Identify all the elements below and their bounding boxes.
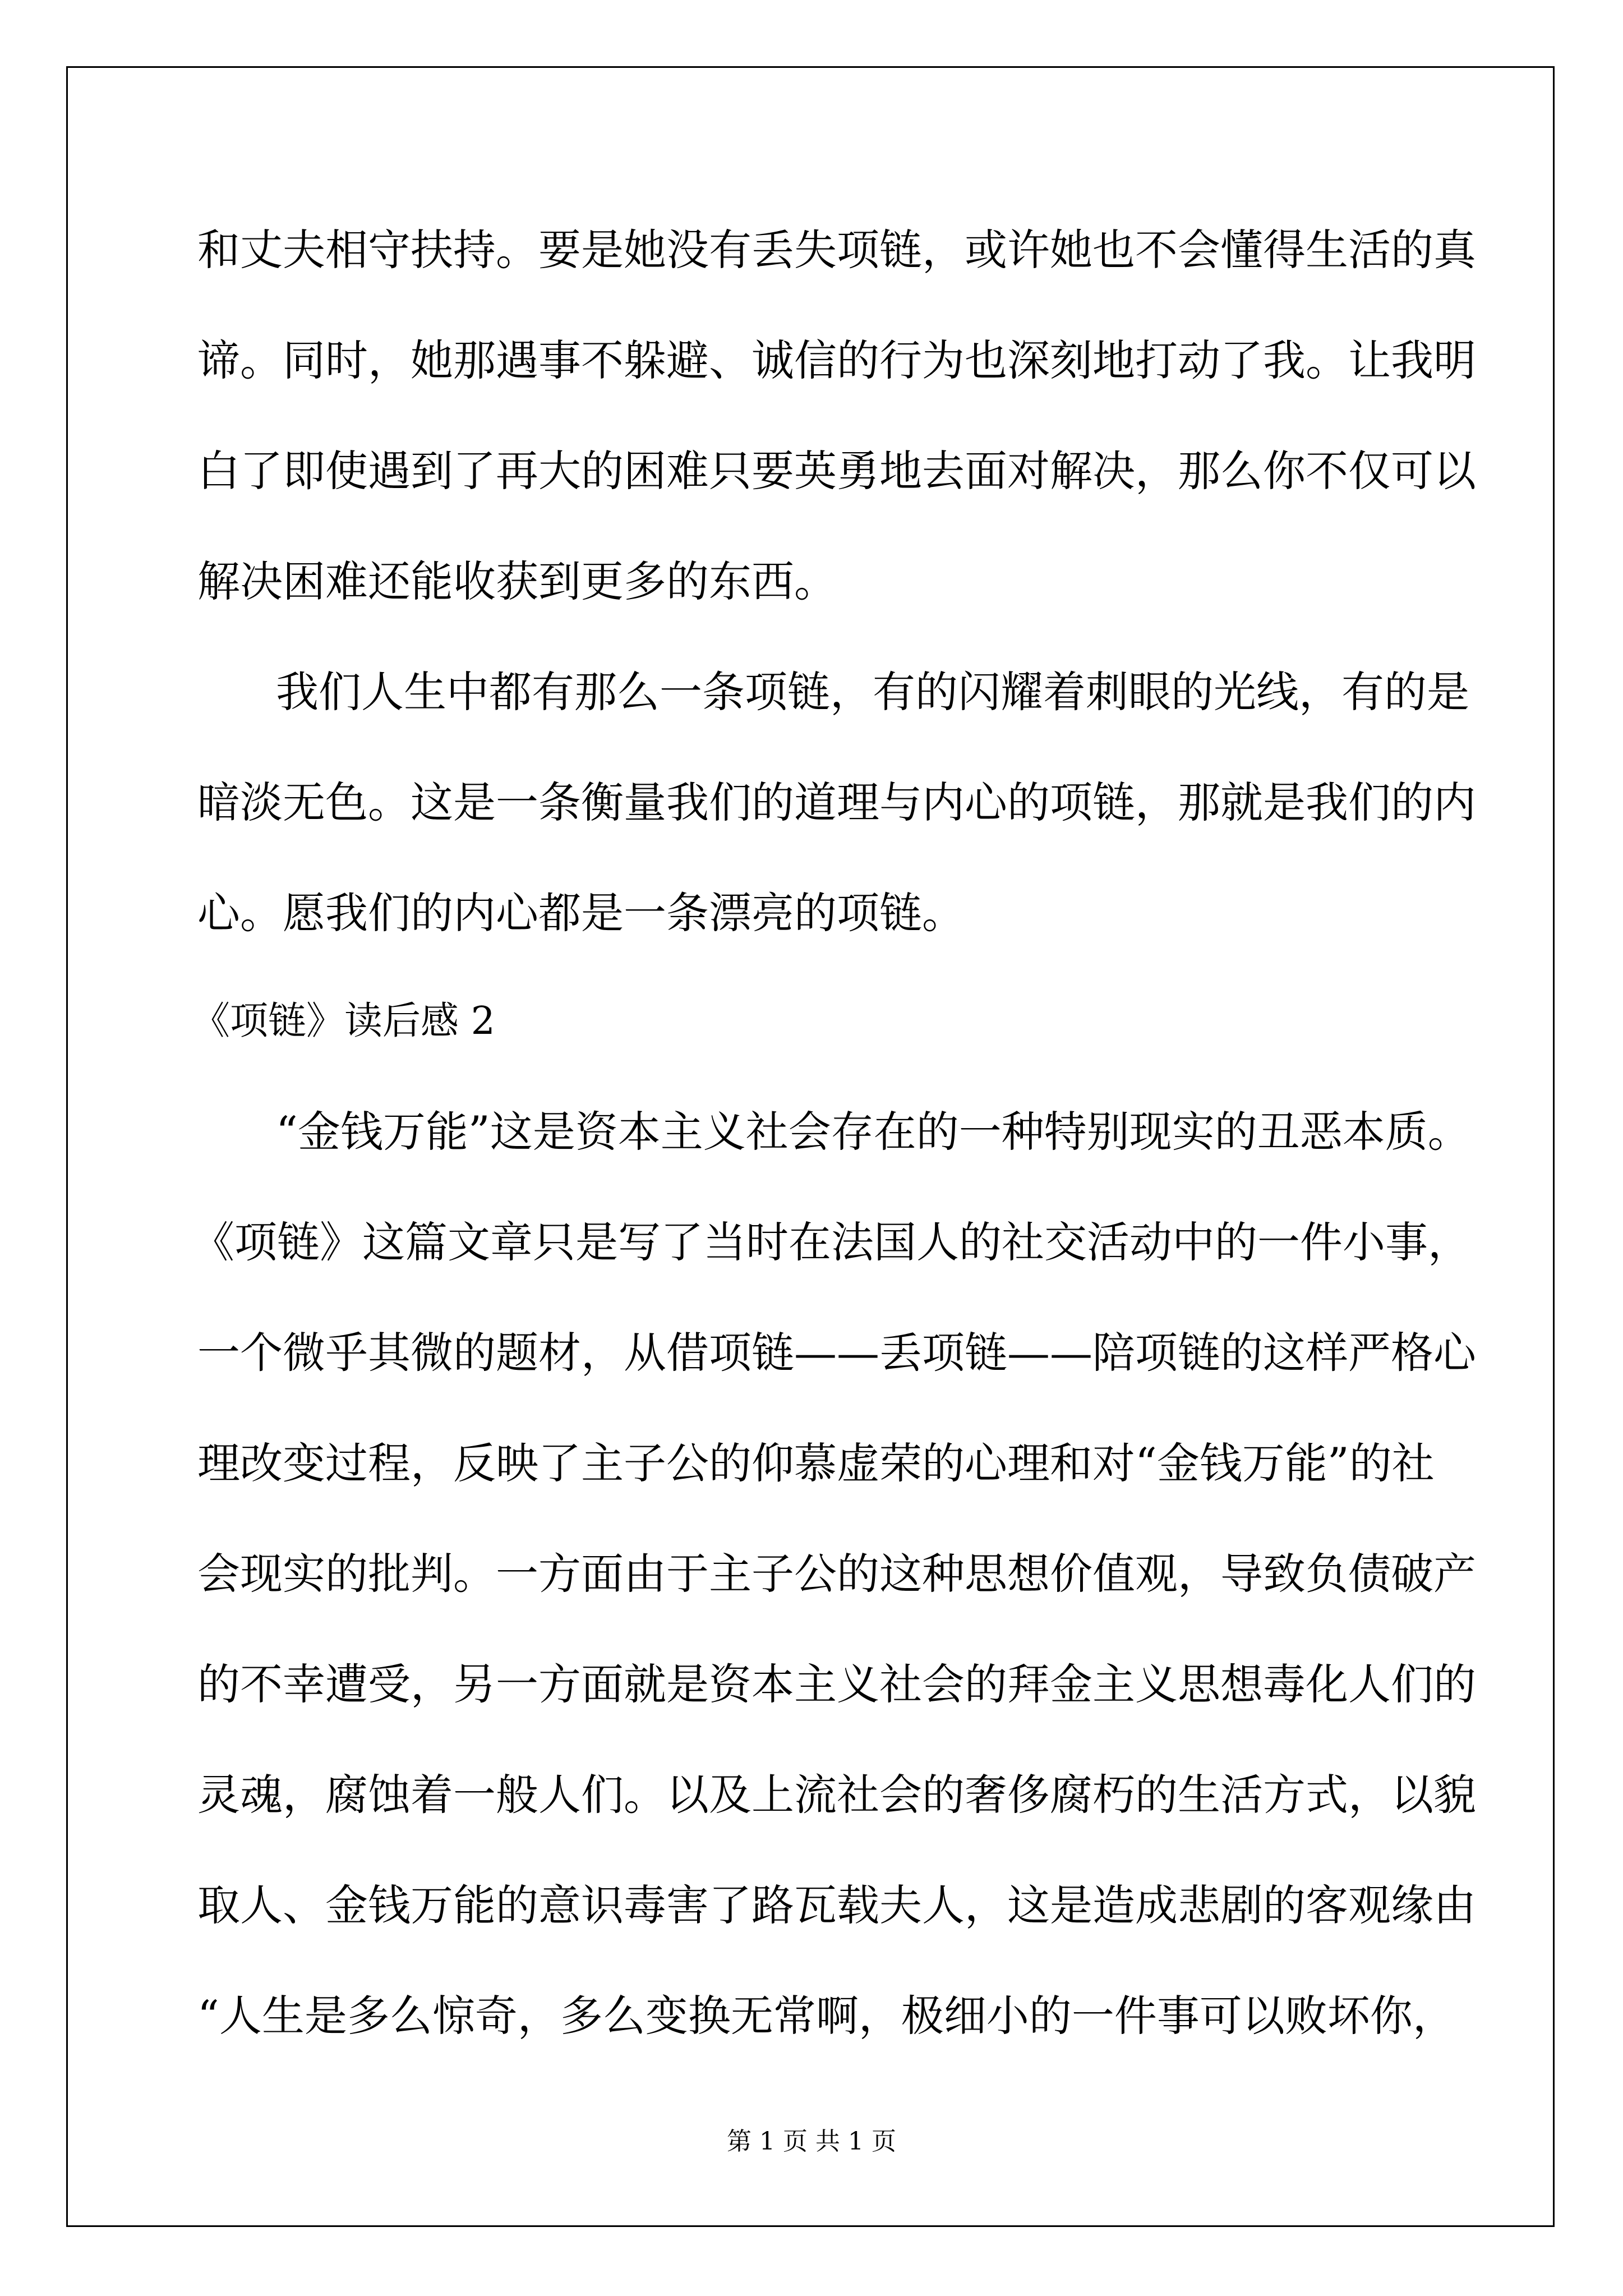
paragraph-line: 我们人生中都有那么一条项链，有的闪耀着刺眼的光线，有的是 (276, 667, 1469, 717)
paragraph-line: “人生是多么惊奇，多么变换无常啊，极细小的一件事可以败坏你， (197, 1991, 1455, 2041)
paragraph-line: 解决困难还能收获到更多的东西。 (197, 556, 837, 606)
paragraph-line: 暗淡无色。这是一条衡量我们的道理与内心的项链，那就是我们的内 (197, 777, 1476, 827)
paragraph-line: 会现实的批判。一方面由于主子公的这种思想价值观，导致负债破产 (197, 1549, 1476, 1599)
section-heading: 《项链》读后感 2 (192, 999, 495, 1043)
paragraph-line: 心。愿我们的内心都是一条漂亮的项链。 (197, 888, 965, 938)
paragraph-line: 灵魂，腐蚀着一般人们。以及上流社会的奢侈腐朽的生活方式，以貌 (197, 1770, 1476, 1820)
paragraph-line: 的不幸遭受，另一方面就是资本主义社会的拜金主义思想毒化人们的 (197, 1659, 1476, 1709)
paragraph-line: 取人、金钱万能的意识毒害了路瓦载夫人，这是造成悲剧的客观缘由 (197, 1880, 1476, 1930)
paragraph-line: 谛。同时，她那遇事不躲避、诚信的行为也深刻地打动了我。让我明 (197, 335, 1476, 385)
paragraph-line: 和丈夫相守扶持。要是她没有丢失项链，或许她也不会懂得生活的真 (197, 225, 1476, 275)
paragraph-line: “金钱万能”这是资本主义社会存在的一种特别现实的丑恶本质。 (276, 1107, 1470, 1157)
paragraph-line: 一个微乎其微的题材，从借项链——丢项链——陪项链的这样严格心 (197, 1328, 1476, 1378)
paragraph-line: 理改变过程，反映了主子公的仰慕虚荣的心理和对“金钱万能”的社 (197, 1438, 1435, 1488)
paragraph-line: 《项链》这篇文章只是写了当时在法国人的社交活动中的一件小事， (192, 1217, 1470, 1267)
page-footer: 第 1 页 共 1 页 (727, 2127, 896, 2156)
paragraph-line: 白了即使遇到了再大的困难只要英勇地去面对解决，那么你不仅可以 (197, 446, 1476, 496)
